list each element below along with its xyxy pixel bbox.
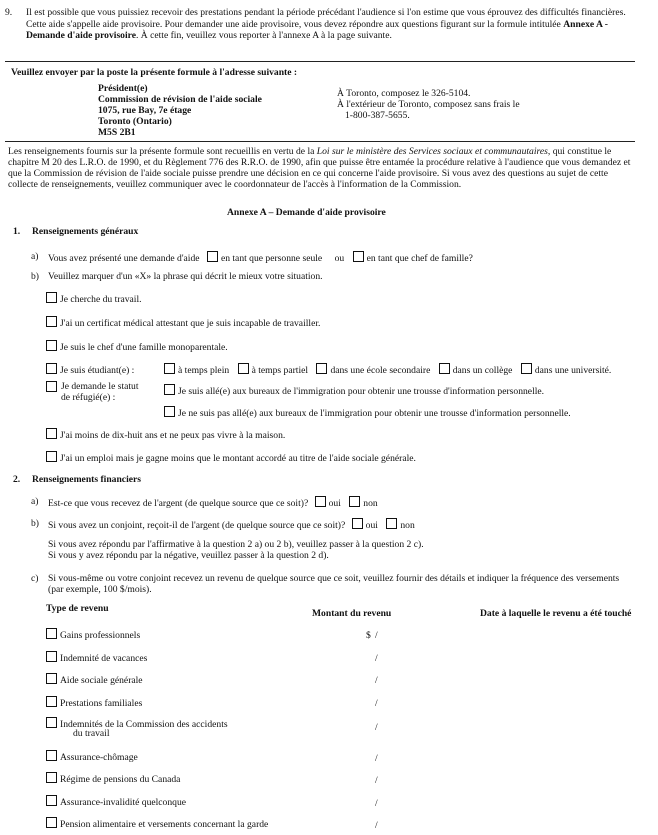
income-type-label: Prestations familiales [60,698,143,709]
checkbox-income[interactable] [46,750,57,761]
checkbox-income[interactable] [46,817,57,828]
income-slash: / [375,753,378,764]
student-options [164,363,611,377]
income-slash: / [375,775,378,786]
income-type-label: Aide sociale générale [60,675,143,686]
refugee-yes [164,384,544,398]
option-refugee-label-1: Je demande le statut [61,381,139,392]
checkbox-work[interactable] [46,292,57,303]
address-line: Commission de révision de l'aide sociale [98,94,262,105]
item9-annex-ref: Annexe A - Demande d'aide provisoire [26,18,608,41]
item9-text-post: . À cette fin, veuillez vous reporter à l'annexe A à la page suivante. [135,30,392,41]
item9-text [26,7,646,42]
income-type-continuation: du travail [73,728,110,739]
divider-1 [5,61,635,62]
income-type-label: Assurance-chômage [60,752,138,763]
income-slash: / [375,675,378,686]
q2a-text: Est-ce que vous recevez de l'argent (de quelque source que ce soit)? [48,498,309,509]
income-type-label: Gains professionnels [60,630,141,641]
non-label: non [363,498,378,509]
student-opt-label: dans une université. [534,365,612,376]
option-under18 [46,428,285,442]
income-type-label: Pension alimentaire et versements concernant la garde [60,819,269,830]
income-row [46,673,143,687]
q2-note-2: Si vous y avez répondu par la négative, veuillez passer à la question 2 d). [48,550,329,561]
section2-title: Renseignements financiers [32,474,141,485]
option-single-parent-label: Je suis le chef d'une famille monoparentale. [60,342,228,353]
option-under18-label: J'ai moins de dix-huit ans et ne peux pas vivre à la maison. [60,430,286,441]
income-row [46,772,180,786]
section1-number: 1. [13,226,21,237]
refugee-yes-label: Je suis allé(e) aux bureaux de l'immigration pour obtenir une trousse d'information personnelle. [178,386,545,397]
q1a-or: ou [334,253,345,264]
address-line: Toronto (Ontario) [98,116,172,127]
section2-number: 2. [13,474,21,485]
oui-label: oui [365,520,378,531]
income-row [46,750,138,764]
income-slash: / [375,653,378,664]
mail-heading: Veuillez envoyer par la poste la présente formule à l'adresse suivante : [11,67,298,78]
q2b-text: Si vous avez un conjoint, reçoit-il de l'argent (de quelque source que ce soit)? [48,520,346,531]
income-row [46,628,140,642]
q1a-label: a) [31,251,39,262]
option-student-label: Je suis étudiant(e) : [60,365,135,376]
checkbox-under18[interactable] [46,428,57,439]
income-slash: / [375,798,378,809]
q1a-text: Vous avez présenté une demande d'aide [48,253,200,264]
q1b-label: b) [31,271,39,282]
checkbox-income[interactable] [46,673,57,684]
income-slash: / [375,630,378,641]
phone-line: À Toronto, composez le 326-5104. [337,88,471,99]
income-type-label: Indemnité de vacances [60,653,148,664]
checkbox-secondary[interactable] [316,363,327,374]
address-line: M5S 2B1 [98,127,136,138]
q1a-opt2: en tant que chef de famille? [366,253,473,264]
phone-line: 1-800-387-5655. [345,110,410,121]
option-refugee-label-2: de réfugié(e) : [61,392,116,403]
checkbox-medical[interactable] [46,316,57,327]
student-opt-label: dans un collège [452,365,513,376]
col-type-header: Type de revenu [46,603,109,614]
checkbox-refugee[interactable] [46,381,57,392]
income-slash: / [375,820,378,831]
checkbox-2a-non[interactable] [349,496,360,507]
checkbox-low-income[interactable] [46,451,57,462]
q1a [48,251,473,265]
option-low-income [46,451,416,465]
q2c-text: Si vous-même ou votre conjoint recevez un revenu de quelque source que ce soit, veuillez fournir des détails et indiquer la fréquence des versements (par exemple, 100 $/mois). [48,573,620,595]
checkbox-part-time[interactable] [238,363,249,374]
income-dollar: $ [366,630,371,641]
refugee-no [164,406,571,420]
refugee-no-label: Je ne suis pas allé(e) aux bureaux de l'immigration pour obtenir une trousse d'information personnelle. [178,408,571,419]
student-opt-label: dans une école secondaire [330,365,431,376]
income-slash: / [375,698,378,709]
q1b-text: Veuillez marquer d'un «X» la phrase qui décrit le mieux votre situation. [48,271,323,282]
divider-2 [5,141,635,142]
q2b [48,518,415,532]
checkbox-college[interactable] [439,363,450,374]
income-row [46,817,268,831]
checkbox-family-head[interactable] [353,251,364,262]
item9-number: 9. [5,7,13,18]
income-type-label: Régime de pensions du Canada [60,774,181,785]
option-low-income-label: J'ai un emploi mais je gagne moins que le montant accordé au titre de l'aide sociale générale. [60,453,416,464]
checkbox-income[interactable] [46,696,57,707]
option-work-label: Je cherche du travail. [60,294,142,305]
income-type-label: Assurance-invalidité quelconque [60,797,187,808]
privacy-text-1: Les renseignements fournis sur la présente formule sont recueillis en vertu de la [8,146,317,157]
income-row [46,651,147,665]
checkbox-income[interactable] [46,717,57,728]
income-row [46,696,142,710]
checkbox-2b-non[interactable] [386,518,397,529]
option-medical [46,316,320,330]
option-work [46,292,142,306]
checkbox-2b-oui[interactable] [352,518,363,529]
student-opt-label: à temps partiel [251,365,309,376]
q2a-label: a) [31,496,39,507]
privacy-law: Loi sur le ministère des Services sociaux et communautaires [316,146,548,157]
address-line: Président(e) [98,83,148,94]
non-label: non [400,520,415,531]
checkbox-refugee-no[interactable] [164,406,175,417]
col-date-header: Date à laquelle le revenu a été touché [480,608,632,619]
q1a-opt1: en tant que personne seule [220,253,323,264]
checkbox-single[interactable] [207,251,218,262]
checkbox-income[interactable] [46,628,57,639]
q2a [48,496,378,510]
checkbox-single-parent[interactable] [46,340,57,351]
address-line: 1075, rue Bay, 7e étage [98,105,192,116]
checkbox-income[interactable] [46,795,57,806]
item9-text-pre: Il est possible que vous puissiez recevoir des prestations pendant la période précédant l'audience si l'on estime que vous éprouvez des difficultés financières. Cette aide s'appelle aide provisoire. Pour demander une aide provisoire, vous devez répondre aux questions figurant sur la formule intitulée [26,7,626,30]
q2b-label: b) [31,518,39,529]
section1-title: Renseignements généraux [32,226,139,237]
checkbox-income[interactable] [46,651,57,662]
option-single-parent [46,340,228,354]
option-medical-label: J'ai un certificat médical attestant que je suis incapable de travailler. [60,318,321,329]
checkbox-student[interactable] [46,363,57,374]
checkbox-income[interactable] [46,772,57,783]
checkbox-2a-oui[interactable] [315,496,326,507]
income-row [46,795,186,809]
checkbox-full-time[interactable] [164,363,175,374]
annex-title: Annexe A – Demande d'aide provisoire [227,207,386,218]
income-slash: / [375,722,378,733]
oui-label: oui [328,498,341,509]
option-student [46,363,134,377]
phone-line: À l'extérieur de Toronto, composez sans frais le [337,99,520,110]
checkbox-university[interactable] [521,363,532,374]
privacy-text-2: , qui constitue le chapitre M 20 des L.R.O. de 1990, et du Règlement 776 des R.R.O. de 1990, afin que puisse être entamée la procédure relative à l'audience que vous demandez et que la Commission de révision de l'aide sociale puisse prendre une décision en ce qui concerne l'aide provisoire. Si vous avez des questions au sujet de cette collecte de renseignements, veuillez communiquer avec le coordonnateur de l'accès à l'information de la Commission. [8,146,631,190]
q2-note-1: Si vous avez répondu par l'affirmative à la question 2 a) ou 2 b), veuillez passer à la question 2 c). [48,539,424,550]
student-opt-label: à temps plein [178,365,230,376]
income-type-label: Indemnités de la Commission des accidents [60,719,228,730]
col-amount-header: Montant du revenu [312,608,392,619]
privacy-notice [8,146,635,190]
checkbox-refugee-yes[interactable] [164,384,175,395]
q2c-label: c) [31,573,39,584]
